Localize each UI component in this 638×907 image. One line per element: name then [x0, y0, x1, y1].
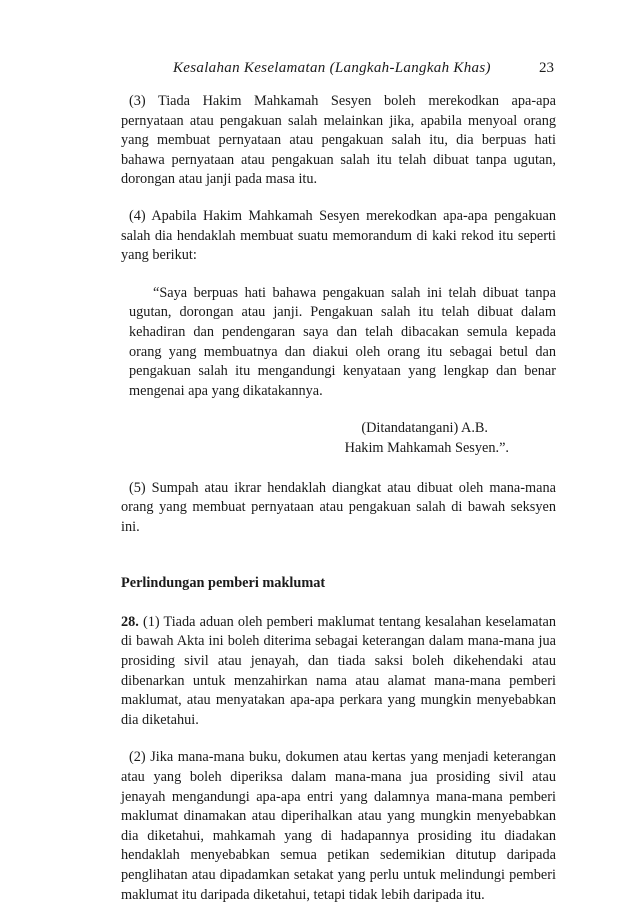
- signature-block: [121, 419, 509, 458]
- signature-line: (Ditandatangani) A.B.: [361, 420, 488, 437]
- paragraph-3: (3) Tiada Hakim Mahkamah Sesyen boleh merekodkan apa-apa pernyataan atau pengakuan salah melainkan jika, apabila menyoal orang yang membuat pernyataan atau pengakuan salah itu, dia berpuas hati bahawa pernyataan atau pengakuan salah itu telah dibuat tanpa ugutan, dorongan atau janji pada masa itu.: [121, 93, 556, 188]
- subsection-1-text: (1) Tiada aduan oleh pemberi maklumat tentang kesalahan keselamatan di bawah Akta ini boleh diterima sebagai keterangan dalam mana-mana jua prosiding sivil atau jenayah, dan tiada saksi boleh dikehendaki atau dibenarkan untuk menzahirkan nama atau alamat mana-mana pemberi maklumat, atau menyatakan apa-apa perkara yang mungkin menyebabkan dia diketahui.: [121, 613, 556, 728]
- section-28-subsection-2: (2) Jika mana-mana buku, dokumen atau kertas yang menjadi keterangan atau yang boleh diperiksa dalam mana-mana jua prosiding sivil atau jenayah mengandungi apa-apa entri yang dalamnya mana-mana pemberi maklumat dinamakan atau diperihalkan atau yang mungkin menyebabkan dia diketahui, mahkamah yang di hadapannya prosiding itu diadakan hendaklah menyebabkan semua petikan sedemikian ditutup daripada penglihatan atau dipadamkan setakat yang perlu untuk melindungi pemberi maklumat itu daripada diketahui, tetapi tidak lebih daripada itu.: [121, 749, 556, 903]
- memorandum-quote: “Saya berpuas hati bahawa pengakuan salah ini telah dibuat tanpa ugutan, dorongan atau janji. Pengakuan salah itu telah dibuat dalam kehadiran dan pendengaran saya dan telah dibacakan semula kepada orang yang membuatnya dan diakui oleh orang itu sebagai betul dan pengakuan salah itu mengandungi kenyataan yang lengkap dan benar mengenai apa yang dikatakannya.: [129, 284, 556, 399]
- section-28-subsection-1: [121, 613, 556, 731]
- paragraph-5: (5) Sumpah atau ikrar hendaklah diangkat atau dibuat oleh mana-mana orang yang membuat pernyataan atau pengakuan salah di bawah seksyen ini.: [121, 479, 556, 535]
- running-header: [121, 60, 556, 84]
- page-number: 23: [539, 60, 554, 76]
- paragraph-4: (4) Apabila Hakim Mahkamah Sesyen merekodkan apa-apa pengakuan salah dia hendaklah membuat suatu memorandum di kaki rekod itu seperti yang berikut:: [121, 207, 556, 264]
- document-page: [121, 60, 556, 905]
- signature-title: Hakim Mahkamah Sesyen.”.: [344, 439, 509, 456]
- section-heading: Perlindungan pemberi maklumat: [121, 575, 326, 592]
- running-title: Kesalahan Keselamatan (Langkah-Langkah Khas): [173, 60, 491, 76]
- section-number: 28.: [121, 613, 139, 630]
